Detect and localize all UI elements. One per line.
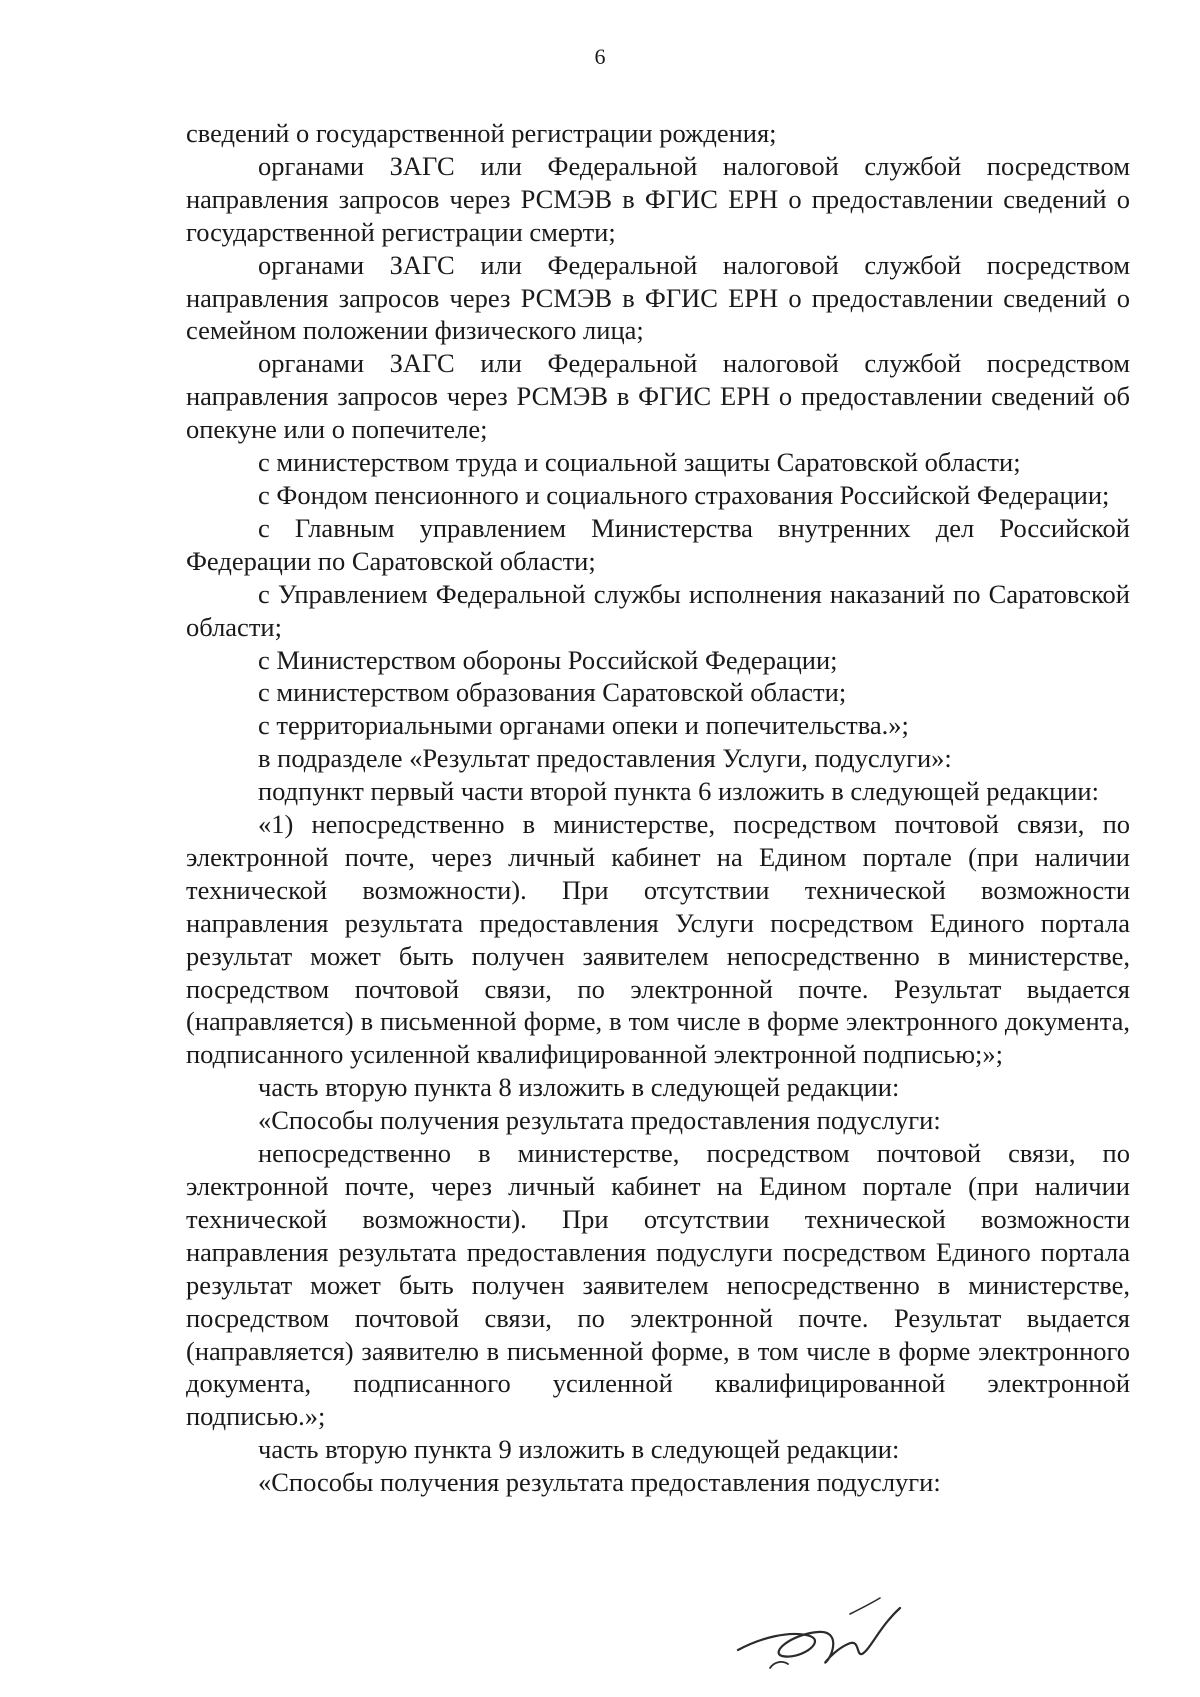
paragraph-1: сведений о государственной регистрации рождения; [186, 118, 777, 148]
paragraph-9: с Министерством обороны Российской Федерации; [258, 644, 838, 675]
paragraph-18: часть вторую пункта 9 изложить в следующей редакции: [258, 1434, 900, 1465]
handwritten-signature [730, 1590, 930, 1680]
paragraph-6: с Фондом пенсионного и социального страхования Российской Федерации; [258, 479, 1110, 510]
paragraph-3: органами ЗАГС или Федеральной налоговой службой посредством направления запросов через РСМЭВ в ФГИС ЕРН о предоставлении сведений о семейном положении физического лица; [186, 249, 1130, 346]
paragraph-13: подпункт первый части второй пункта 6 изложить в следующей редакции: [258, 776, 1099, 807]
paragraph-12: в подразделе «Результат предоставления Услуги, подуслуги»: [258, 743, 952, 774]
paragraph-8: с Управлением Федеральной службы исполнения наказаний по Саратовской области; [186, 578, 1130, 642]
document-body [186, 117, 1130, 1499]
paragraph-7: с Главным управлением Министерства внутренних дел Российской Федерации по Саратовской области; [186, 512, 1130, 576]
paragraph-2: органами ЗАГС или Федеральной налоговой службой посредством направления запросов через РСМЭВ в ФГИС ЕРН о предоставлении сведений о государственной регистрации смерти; [186, 150, 1130, 247]
paragraph-11: с территориальными органами опеки и попечительства.»; [258, 710, 909, 741]
paragraph-4: органами ЗАГС или Федеральной налоговой службой посредством направления запросов через РСМЭВ в ФГИС ЕРН о предоставлении сведений об опекуне или о попечителе; [186, 348, 1130, 445]
page-number: 6 [594, 44, 606, 69]
paragraph-19: «Способы получения результата предоставления подуслуги: [258, 1467, 941, 1498]
paragraph-5: с министерством труда и социальной защиты Саратовской области; [258, 447, 1021, 478]
paragraph-17: непосредственно в министерстве, посредством почтовой связи, по электронной почте, через личный кабинет на Едином портале (при наличии технической возможности). При отсутствии технической возможности направления результата предоставления подуслуги посредством Единого портала результат может быть получен заявителем непосредственно в министерстве, посредством почтовой связи, по электронной почте. Результат выдается (направляется) заявителю в письменной форме, в том числе в форме электронного документа, подписанного усиленной квалифицированной электронной подписью.»; [186, 1138, 1130, 1432]
paragraph-10: с министерством образования Саратовской области; [258, 677, 847, 708]
paragraph-16: «Способы получения результата предоставления подуслуги: [258, 1105, 941, 1136]
paragraph-14: «1) непосредственно в министерстве, посредством почтовой связи, по электронной почте, через личный кабинет на Едином портале (при наличии технической возможности). При отсутствии технической возможности направления результата предоставления Услуги посредством Единого портала результат может быть получен заявителем непосредственно в министерстве, посредством почтовой связи, по электронной почте. Результат выдается (направляется) в письменной форме, в том числе в форме электронного документа, подписанного усиленной квалифицированной электронной подписью;»; [186, 809, 1130, 1070]
paragraph-15: часть вторую пункта 8 изложить в следующей редакции: [258, 1072, 900, 1103]
